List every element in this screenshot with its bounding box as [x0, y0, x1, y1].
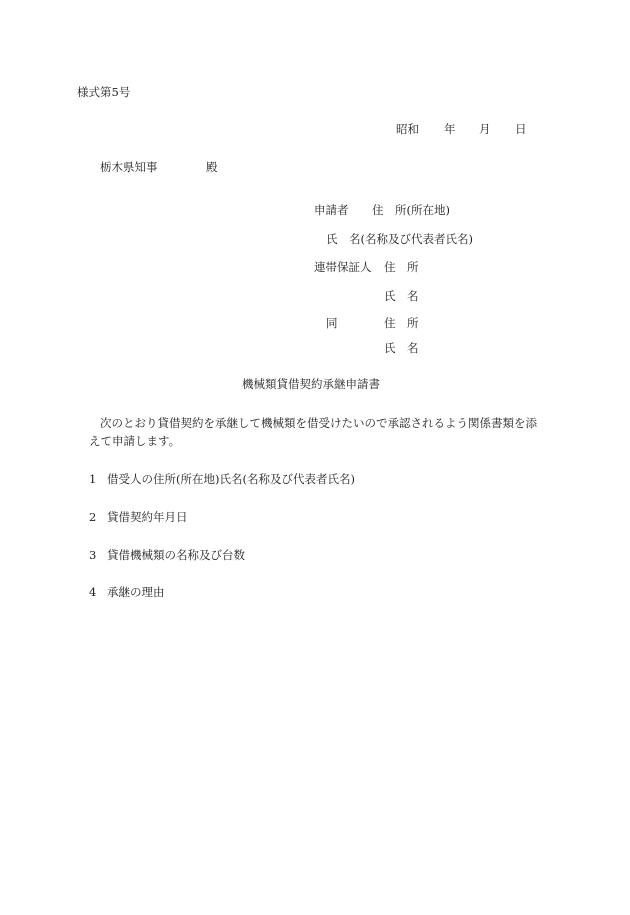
item-text: 貸借機械類の名称及び台数: [107, 548, 245, 562]
guarantor1-name-label: 氏 名: [384, 289, 419, 303]
guarantor2-name-label: 氏 名: [384, 341, 419, 355]
document-title: 機械類貸借契約承継申請書: [242, 377, 380, 391]
body-line-1: 次のとおり貸借契約を承継して機械類を借受けたいので承認されるよう関係書類を添: [100, 416, 537, 430]
date-day: 日: [515, 122, 527, 136]
applicant-address-label: 住 所(所在地): [372, 203, 450, 217]
date-month: 月: [479, 122, 491, 136]
guarantor1-role: 連帯保証人: [314, 260, 372, 274]
form-number: 様式第5号: [77, 85, 131, 99]
item-number: 4: [89, 585, 97, 599]
addressee-title: 栃木県知事: [100, 160, 158, 174]
item-text: 借受人の住所(所在地)氏名(名称及び代表者氏名): [107, 472, 355, 486]
guarantor1-address-label: 住 所: [384, 260, 419, 274]
body-line-2: えて申請します。: [89, 434, 181, 448]
date-year: 年: [444, 122, 456, 136]
applicant-role: 申請者: [314, 203, 349, 217]
guarantor2-role: 同: [326, 316, 338, 330]
addressee-honorific: 殿: [206, 160, 218, 174]
item-number: 1: [89, 472, 97, 486]
item-number: 3: [89, 548, 97, 562]
guarantor2-address-label: 住 所: [384, 316, 419, 330]
applicant-name-label: 氏 名(名称及び代表者氏名): [326, 232, 473, 246]
item-text: 貸借契約年月日: [107, 510, 188, 524]
item-text: 承継の理由: [107, 585, 165, 599]
date-era: 昭和: [396, 122, 419, 136]
item-number: 2: [89, 510, 97, 524]
